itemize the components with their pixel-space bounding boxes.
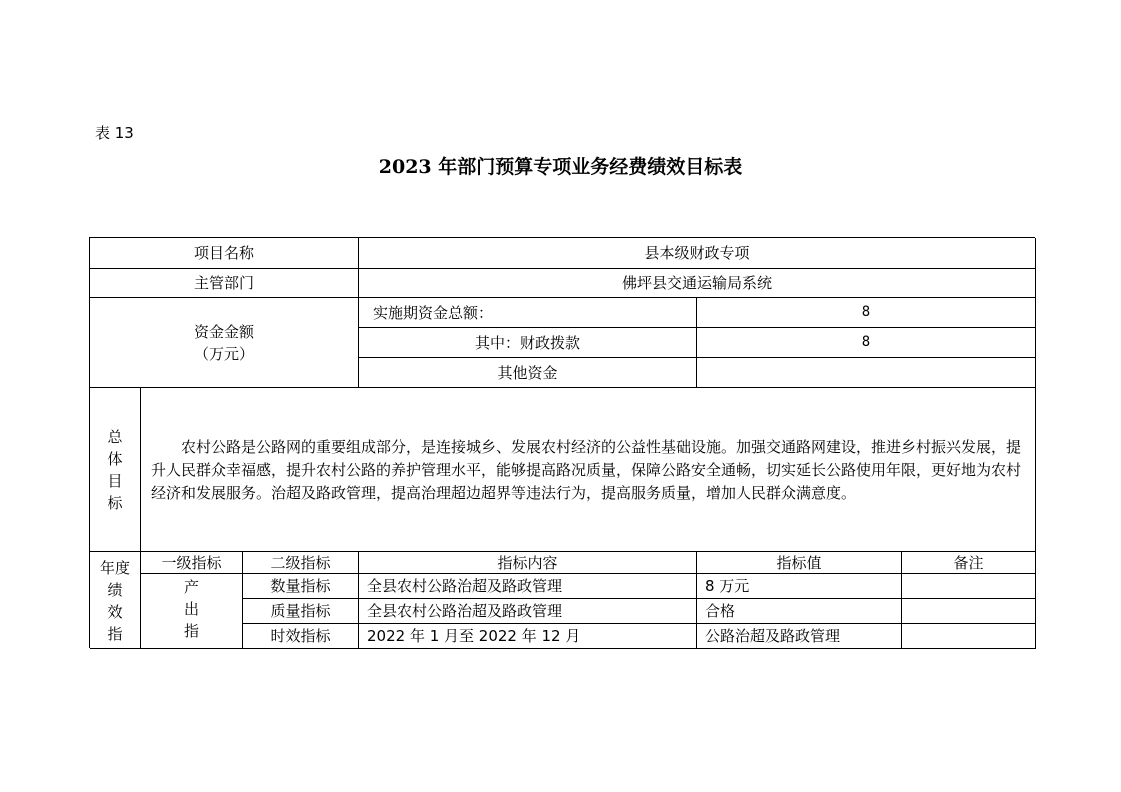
project-name-label: 项目名称: [90, 238, 359, 269]
table-row-level2: 质量指标: [243, 599, 359, 624]
header-remark: 备注: [902, 552, 1036, 574]
table-row-content: 全县农村公路治超及路政管理: [359, 599, 697, 624]
level1-char: 指: [183, 622, 199, 640]
goal-label-char: 目: [107, 471, 123, 490]
header-level2: 二级指标: [243, 552, 359, 574]
overall-goal-paragraph: 农村公路是公路网的重要组成部分，是连接城乡、发展农村经济的公益性基础设施。加强交通路网建设，推进乡村振兴发展，提升人民群众幸福感，提升农村公路的养护管理水平，能够提高路况质量，保障公路安全通畅，切实延长公路使用年限，更好地为农村经济和发展服务。治超及路政管理，提高治理超边超界等违法行为，提高服务质量，增加人民群众满意度。: [151, 438, 1022, 502]
document-title: 2023 年部门预算专项业务经费绩效目标表: [378, 156, 743, 178]
table-number: 表 13: [95, 124, 134, 142]
table-row-remark: [902, 574, 1036, 599]
table-row-level2: 数量指标: [243, 574, 359, 599]
table-row-value: 8 万元: [697, 574, 902, 599]
table-row-value: 公路治超及路政管理: [697, 624, 902, 649]
table-row-content: 2022 年 1 月至 2022 年 12 月: [359, 624, 697, 649]
funds-label-line1: 资金金额: [193, 322, 254, 341]
performance-target-table: [89, 237, 1035, 648]
header-content: 指标内容: [359, 552, 697, 574]
funds-other-label: 其他资金: [359, 358, 697, 388]
funds-fiscal-label: 其中：财政拨款: [359, 328, 697, 358]
overall-goal-text: [141, 388, 1036, 552]
goal-label-char: 体: [107, 449, 123, 468]
funds-total-value: 8: [697, 298, 1036, 328]
annual-indicator-label: [90, 552, 141, 649]
level1-output-indicator: [141, 574, 243, 649]
annual-label-char: 年度: [99, 559, 130, 577]
table-row-remark: [902, 599, 1036, 624]
project-name-value: 县本级财政专项: [359, 238, 1036, 269]
department-label: 主管部门: [90, 269, 359, 298]
table-row-remark: [902, 624, 1036, 649]
funds-label: [90, 298, 359, 388]
funds-total-label: 实施期资金总额：: [359, 298, 697, 328]
header-value: 指标值: [697, 552, 902, 574]
goal-label-char: 总: [107, 427, 123, 446]
goal-label-char: 标: [107, 493, 123, 512]
annual-label-char: 效: [107, 603, 123, 621]
department-value: 佛坪县交通运输局系统: [359, 269, 1036, 298]
annual-label-char: 指: [107, 625, 123, 643]
annual-label-char: 绩: [107, 581, 123, 599]
table-row-level2: 时效指标: [243, 624, 359, 649]
funds-label-line2: （万元）: [193, 344, 254, 363]
funds-fiscal-value: 8: [697, 328, 1036, 358]
table-row-value: 合格: [697, 599, 902, 624]
table-row-content: 全县农村公路治超及路政管理: [359, 574, 697, 599]
header-level1: 一级指标: [141, 552, 243, 574]
funds-other-value: [697, 358, 1036, 388]
overall-goal-label: [90, 388, 141, 552]
level1-char: 出: [183, 600, 199, 618]
level1-char: 产: [183, 578, 199, 596]
